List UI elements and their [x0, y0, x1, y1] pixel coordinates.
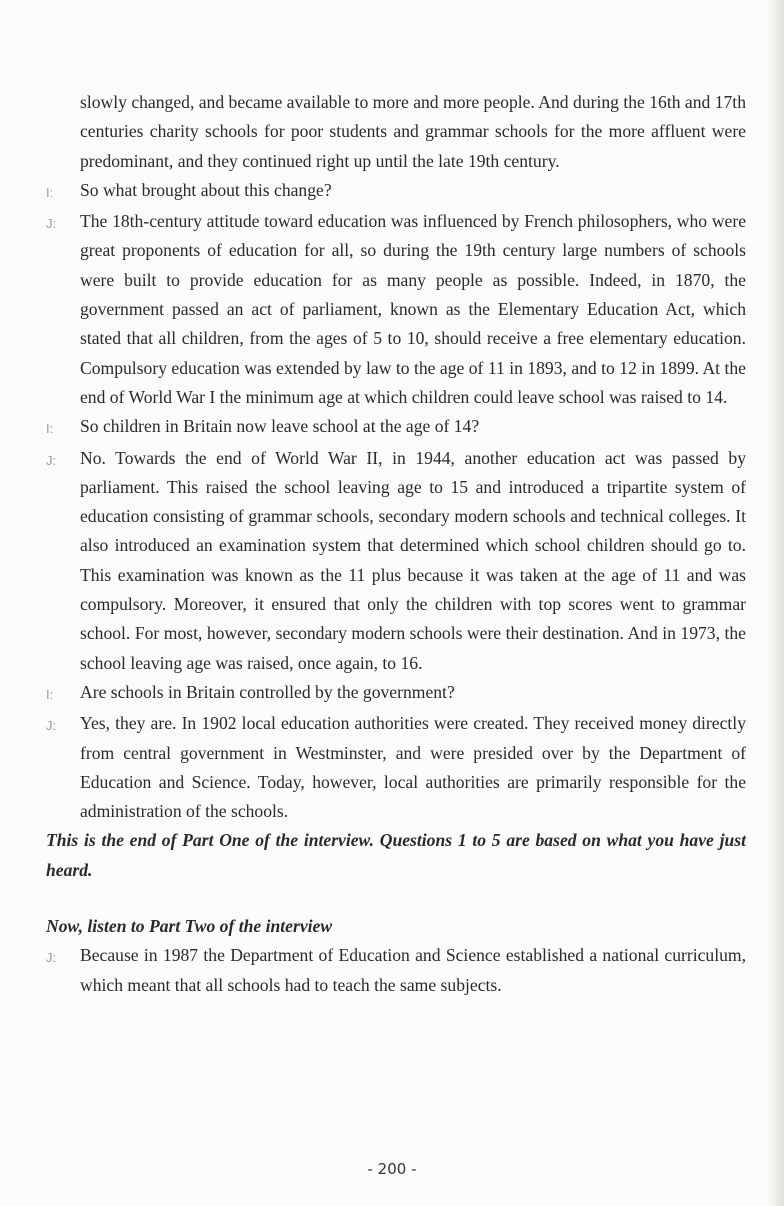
question-text: So what brought about this change? — [80, 179, 332, 200]
speaker-label: J: — [46, 216, 57, 232]
question-text: So children in Britain now leave school at the age of 14? — [80, 416, 480, 437]
speaker-label: I: — [46, 421, 54, 437]
paragraph-continuation — [46, 88, 746, 176]
end-of-part-one-notice: This is the end of Part One of the interview. Questions 1 to 5 are based on what you have just heard. — [46, 830, 746, 880]
speaker-label: J: — [46, 452, 57, 468]
paragraph-text: slowly changed, and became available to more and more people. And during the 16th and 17th centuries charity schools for poor students and grammar schools for the more affluent were predominant, and they continued right up until the late 19th century. — [80, 92, 746, 171]
answer-3 — [46, 709, 746, 826]
speaker-label: I: — [46, 184, 54, 200]
answer-2 — [46, 444, 746, 678]
speaker-label: J: — [46, 950, 57, 966]
transcript-body — [46, 88, 746, 1000]
answer-1 — [46, 207, 746, 412]
speaker-label: J: — [46, 718, 57, 734]
part-two-heading: Now, listen to Part Two of the interview — [46, 916, 333, 937]
answer-text: No. Towards the end of World War II, in 1944, another education act was passed by parliament. This raised the school leaving age to 15 and introduced a tripartite system of education consisting of grammar schools, secondary modern schools and technical colleges. It also introduced an examination system that determined which school children should go to. This examination was known as the 11 plus because it was taken at the age of 11 and was compulsory. Moreover, it ensured that only the children with top scores went to grammar school. For most, however, secondary modern schools were their destination. And in 1973, the school leaving age was raised, once again, to 16. — [80, 447, 746, 673]
question-1 — [46, 176, 746, 207]
answer-text: Yes, they are. In 1902 local education authorities were created. They received money directly from central government in Westminster, and were presided over by the Department of Education and Science. Today, however, local authorities are primarily responsible for the administration of the schools. — [80, 713, 746, 822]
answer-text: Because in 1987 the Department of Education and Science established a national curriculum, which meant that all schools had to teach the same subjects. — [80, 945, 746, 995]
page-edge-shadow — [768, 0, 784, 1206]
page-number: - 200 - — [367, 1160, 417, 1178]
speaker-label: I: — [46, 686, 54, 702]
question-3 — [46, 678, 746, 709]
question-2 — [46, 412, 746, 443]
answer-4 — [46, 941, 746, 1000]
answer-text: The 18th-century attitude toward education was influenced by French philosophers, who were great proponents of education for all, so during the 19th century large numbers of schools were built to provide education for as many people as possible. Indeed, in 1870, the government passed an act of parliament, known as the Elementary Education Act, which stated that all children, from the ages of 5 to 10, should receive a free elementary education. Compulsory education was extended by law to the age of 11 in 1893, and to 12 in 1899. At the end of World War I the minimum age at which children could leave school was raised to 14. — [80, 211, 746, 407]
question-text: Are schools in Britain controlled by the government? — [80, 681, 455, 702]
